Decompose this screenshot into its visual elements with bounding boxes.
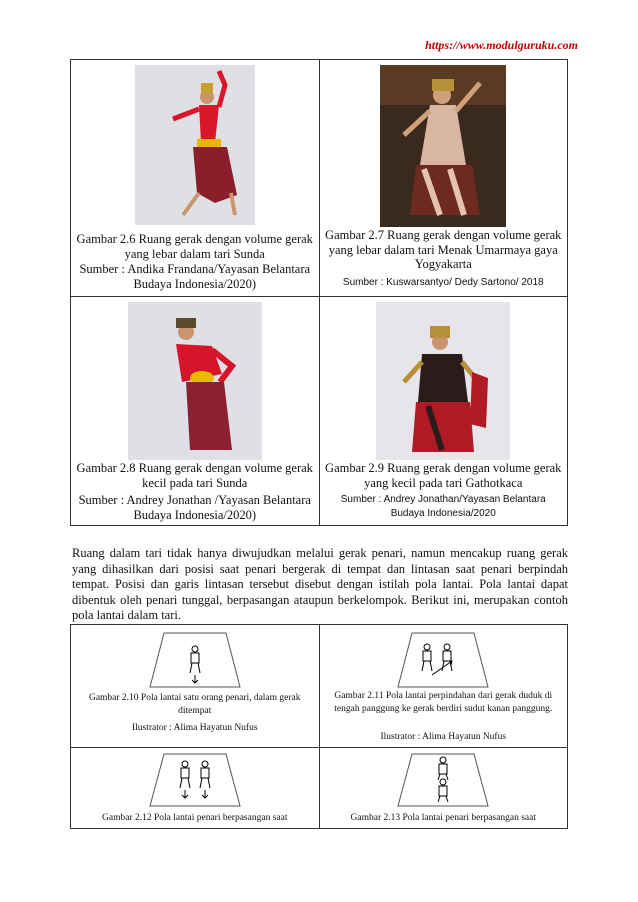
pattern-cell [319,748,568,829]
body-paragraph: Ruang dalam tari tidak hanya diwujudkan melalui gerak penari, namun mencakup ruang gerak yang dihasilkan dari posisi saat penari bergerak di tempat dan lintasan saat penari berpindah tempat. Posisi dan garis lintasan tersebut disebut dengan istilah pola lantai. Pola lantai dapat dibentuk oleh penari tunggal, berpasangan ataupun berkelompok. Berikut ini, merupakan contoh pola lantai dalam tari. [72,546,568,622]
pattern-illustrator: Ilustrator : Alima Hayatun Nufus [131,723,258,733]
figure-source: Sumber : Kuswarsantyo/ Dedy Sartono/ 2018 [342,277,544,288]
header-url[interactable]: https://www.modulguruku.com [425,38,578,52]
pattern-caption: Gambar 2.13 Pola lantai penari berpasangan saat [350,813,536,823]
dancer-photo [128,302,262,460]
pattern-cell [71,748,320,829]
figure-cell [71,297,320,526]
pattern-table [70,624,568,829]
floor-pattern-illustration [148,631,242,689]
figure-source: Sumber : Andrey Jonathan/Yayasan Belantara Budaya Indonesia/2020 [340,494,546,519]
figure-cell [319,60,568,297]
figure-source: Sumber : Andrey Jonathan /Yayasan Belantara Budaya Indonesia/2020) [78,493,311,522]
dancer-photo [135,65,255,225]
pattern-caption: Gambar 2.12 Pola lantai penari berpasangan saat [102,813,288,823]
figure-caption: Gambar 2.6 Ruang gerak dengan volume gerak yang lebar dalam tari Sunda [76,232,313,261]
floor-pattern-illustration [396,752,490,808]
dancer-photo [376,302,510,460]
pattern-caption: Gambar 2.11 Pola lantai perpindahan dari gerak duduk di tengah panggung ke gerak berdiri sudut kanan panggung. [334,691,553,714]
figure-caption: Gambar 2.7 Ruang gerak dengan volume gerak yang lebar dalam tari Menak Umarmaya gaya Yogyakarta [325,228,562,271]
figure-table [70,59,568,526]
pattern-cell [319,625,568,748]
floor-pattern-illustration [396,631,490,689]
figure-source: Sumber : Andika Frandana/Yayasan Belantara Budaya Indonesia/2020) [79,262,311,291]
pattern-illustrator: Ilustrator : Alima Hayatun Nufus [380,732,507,742]
floor-pattern-illustration [148,752,242,808]
figure-caption: Gambar 2.9 Ruang gerak dengan volume gerak yang kecil pada tari Gathotkaca [325,461,562,490]
dancer-photo [380,65,506,227]
figure-caption: Gambar 2.8 Ruang gerak dengan volume gerak kecil pada tari Sunda [76,461,313,490]
figure-cell [319,297,568,526]
pattern-caption: Gambar 2.10 Pola lantai satu orang penari, dalam gerak ditempat [88,693,301,716]
figure-cell [71,60,320,297]
pattern-cell [71,625,320,748]
